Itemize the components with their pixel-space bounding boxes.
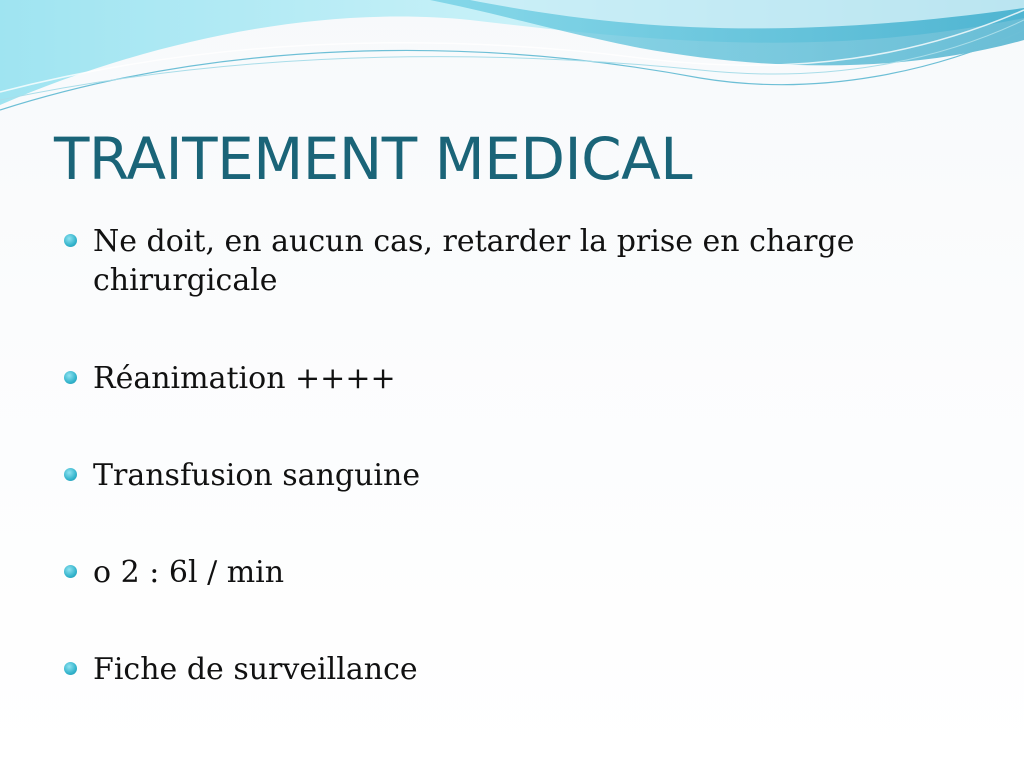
bullet-text: Transfusion sanguine [93,458,421,493]
bullet-text: Réanimation ++++ [93,361,396,396]
round-bullet-icon [64,662,77,675]
bullet-list [62,222,962,747]
wave-decoration [0,0,1024,130]
round-bullet-icon [64,468,77,481]
list-item [62,553,962,592]
round-bullet-icon [64,371,77,384]
bullet-text: o 2 : 6l / min [93,555,285,590]
bullet-text: Ne doit, en aucun cas, retarder la prise en charge chirurgicale [93,224,855,298]
list-item [62,222,962,300]
slide-title: TRAITEMENT MEDICAL [54,125,693,193]
bullet-text: Fiche de surveillance [93,652,418,687]
list-item [62,650,962,689]
round-bullet-icon [64,565,77,578]
list-item [62,359,962,398]
list-item [62,456,962,495]
round-bullet-icon [64,234,77,247]
